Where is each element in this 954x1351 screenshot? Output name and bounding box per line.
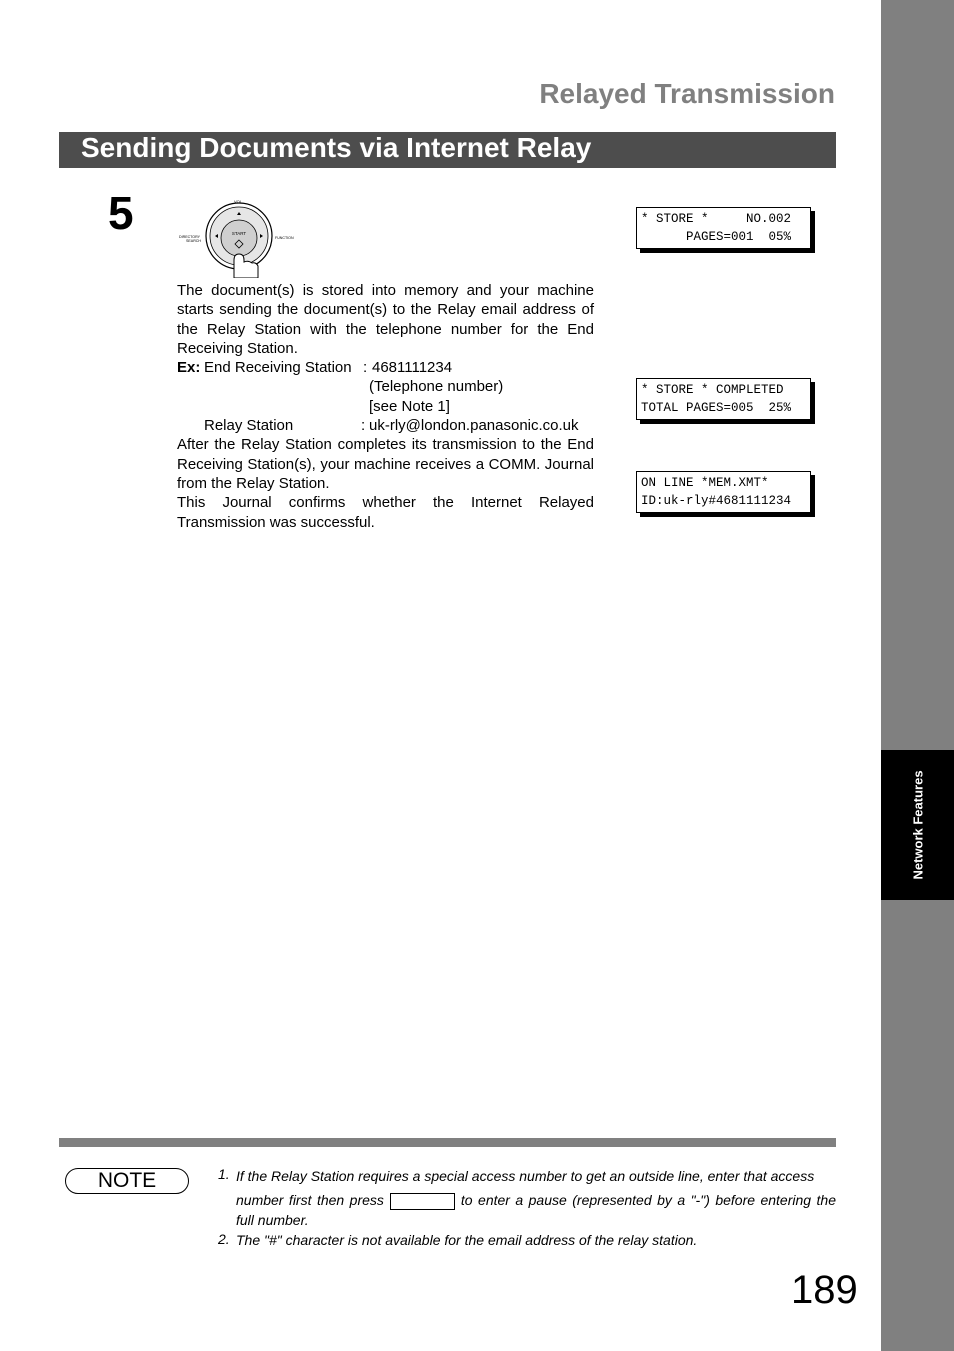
section-title: Relayed Transmission <box>539 78 835 109</box>
chapter-tab <box>881 750 954 900</box>
description-paragraph-2: After the Relay Station completes its transmission to the End Receiving Station(s), your machine receives a COMM. Journal from the Relay Station. <box>177 436 594 492</box>
note-number: 2. <box>218 1231 230 1247</box>
panel-start-label: START <box>231 231 247 236</box>
end-station-note: (Telephone number) <box>369 378 504 396</box>
example-end-station <box>177 358 594 377</box>
relay-station-colon: : <box>361 417 366 435</box>
control-panel-diagram <box>176 196 300 278</box>
start-button-illustration <box>176 196 300 278</box>
lcd-line: ON LINE *MEM.XMT* <box>641 476 769 490</box>
page-number: 189 <box>791 1268 858 1312</box>
lcd-line: ID:uk-rly#4681111234 <box>641 494 792 508</box>
end-station-label: End Receiving Station <box>204 359 352 377</box>
panel-directory-label: DIRECTORY <box>179 235 201 239</box>
end-station-note-ref: [see Note 1] <box>369 397 450 415</box>
lcd-display-completed <box>636 378 811 420</box>
note-badge: NOTE <box>65 1168 189 1194</box>
panel-function-label: FUNCTION <box>275 236 294 240</box>
divider-bar <box>59 1138 836 1147</box>
pause-key-placeholder <box>390 1193 455 1210</box>
lcd-line: TOTAL PAGES=005 25% <box>641 401 792 415</box>
lcd-line: * STORE * COMPLETED <box>641 383 784 397</box>
note-text: The "#" character is not available for the email address of the relay station. <box>236 1232 698 1248</box>
page-heading: Sending Documents via Internet Relay <box>81 132 592 163</box>
example-label: Ex: <box>177 359 201 377</box>
note-text: full number. <box>236 1212 309 1228</box>
lcd-display-online <box>636 471 811 513</box>
chapter-tab-label: Network Features <box>910 770 925 880</box>
example-relay-station <box>177 416 594 435</box>
note-text: to enter a pause (represented by a "-") before entering the <box>460 1192 836 1208</box>
relay-station-value: uk-rly@london.panasonic.co.uk <box>369 417 579 435</box>
step-description <box>177 281 594 532</box>
page-heading-bar <box>59 132 836 168</box>
relay-station-label: Relay Station <box>204 417 294 435</box>
note-text: number first then press <box>236 1192 384 1208</box>
description-paragraph-3: This Journal confirms whether the Internet Relayed Transmission was successful. <box>177 494 594 531</box>
panel-vol-label: VOL <box>234 199 243 204</box>
side-margin-bar <box>881 0 954 1351</box>
note-item <box>218 1166 836 1226</box>
lcd-line: PAGES=001 05% <box>641 230 792 244</box>
notes-list <box>218 1166 836 1249</box>
lcd-line: * STORE * NO.002 <box>641 212 792 226</box>
step-number: 5 <box>108 187 134 239</box>
note-number: 1. <box>218 1166 230 1182</box>
note-text: If the Relay Station requires a special access number to get an outside line, enter that access <box>236 1168 815 1184</box>
panel-search-label: SEARCH <box>186 239 201 243</box>
lcd-display-storing <box>636 207 811 249</box>
note-item <box>218 1231 836 1249</box>
end-station-colon: : <box>363 359 368 377</box>
description-paragraph-1: The document(s) is stored into memory and your machine starts sending the document(s) to the Relay email address of the Relay Station with the telephone number for the End Receiving Station. <box>177 282 594 357</box>
end-station-value: 4681111234 <box>372 359 453 377</box>
